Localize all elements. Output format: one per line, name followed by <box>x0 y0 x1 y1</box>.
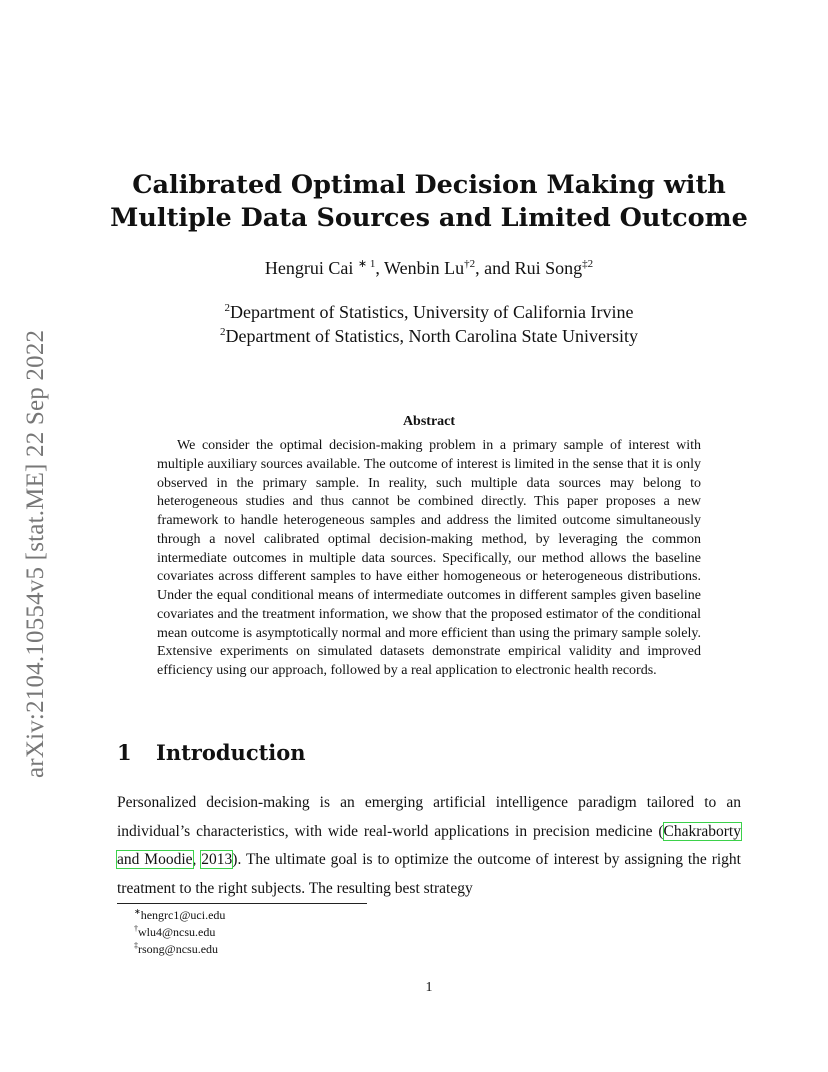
paper-title <box>0 169 828 235</box>
footnote-email: wlu4@ncsu.edu <box>138 925 216 939</box>
footnote-email: rsong@ncsu.edu <box>138 942 219 956</box>
footnote <box>134 924 225 941</box>
affiliation-mark: 2 <box>220 326 226 338</box>
citation-link-author[interactable]: Chakraborty and Moodie <box>117 822 741 868</box>
citation-separator: , <box>192 851 202 868</box>
footnotes <box>134 907 225 958</box>
title-line-1: Calibrated Optimal Decision Making with <box>132 170 726 200</box>
arxiv-identifier: arXiv:2104.10554v5 [stat.ME] 22 Sep 2022 <box>22 329 49 778</box>
footnote-divider <box>117 903 367 904</box>
section-number: 1 <box>117 740 132 765</box>
author-name: Hengrui Cai <box>264 258 354 278</box>
citation-link-year[interactable]: 2013 <box>201 851 233 868</box>
author-separator: , and <box>475 258 515 278</box>
author-mark: ‡2 <box>582 258 594 270</box>
footnote-mark: ‡ <box>134 941 138 950</box>
affiliation-text: Department of Statistics, University of California Irvine <box>230 302 634 322</box>
abstract-heading: Abstract <box>402 414 456 429</box>
footnote-mark: ∗ <box>134 907 141 916</box>
author-mark: †2 <box>464 258 476 270</box>
affiliation <box>0 324 828 348</box>
footnote-mark: † <box>134 924 138 933</box>
author-mark: ∗ 1 <box>357 258 376 270</box>
abstract-text: We consider the optimal decision-making problem in a primary sample of interest with multiple auxiliary sources available. The outcome of interest is limited in the sense that it is only observed in the primary sample. In reality, such multiple data sources may belong to heterogeneous studies and thus cannot be combined directly. This paper proposes a new framework to handle heterogeneous samples and address the limited outcome simultaneously through a novel calibrated optimal decision-making method, by leveraging the common intermediate outcomes in multiple data sources. Specifically, our method allows the baseline covariates across different samples to have either homogeneous or heterogeneous distributions. Under the equal conditional means of intermediate outcomes in different samples given baseline covariates and the treatment information, we show that the proposed estimator of the conditional mean outcome is asymptotically normal and more efficient than using the primary sample solely. Extensive experiments on simulated datasets demonstrate empirical validity and improved efficiency using our approach, followed by a real application to electronic health records. <box>157 438 701 678</box>
title-line-2: Multiple Data Sources and Limited Outcome <box>110 203 748 233</box>
intro-text: Personalized decision-making is an emerging artificial intelligence paradigm tailored to an individual’s characteristics, with wide real-world applications in precision medicine ( <box>117 794 741 840</box>
intro-text: ). The ultimate goal is to optimize the outcome of interest by assigning the right treatment to the right subjects. The resulting best strategy <box>117 851 741 897</box>
author-name: Wenbin Lu <box>384 258 465 278</box>
author-name: Rui Song <box>514 258 583 278</box>
introduction-paragraph <box>117 789 741 903</box>
affiliation-mark: 2 <box>224 302 231 314</box>
author-separator: , <box>375 258 385 278</box>
author-list <box>0 258 828 279</box>
affiliation-text: Department of Statistics, North Carolina State University <box>225 326 638 346</box>
affiliation <box>0 300 828 324</box>
footnote <box>134 907 225 924</box>
page-number: 1 <box>425 980 433 995</box>
affiliations <box>0 300 828 348</box>
section-heading <box>117 740 306 765</box>
footnote <box>134 941 225 958</box>
section-title: Introduction <box>156 740 306 765</box>
footnote-email: hengrc1@uci.edu <box>140 908 226 922</box>
